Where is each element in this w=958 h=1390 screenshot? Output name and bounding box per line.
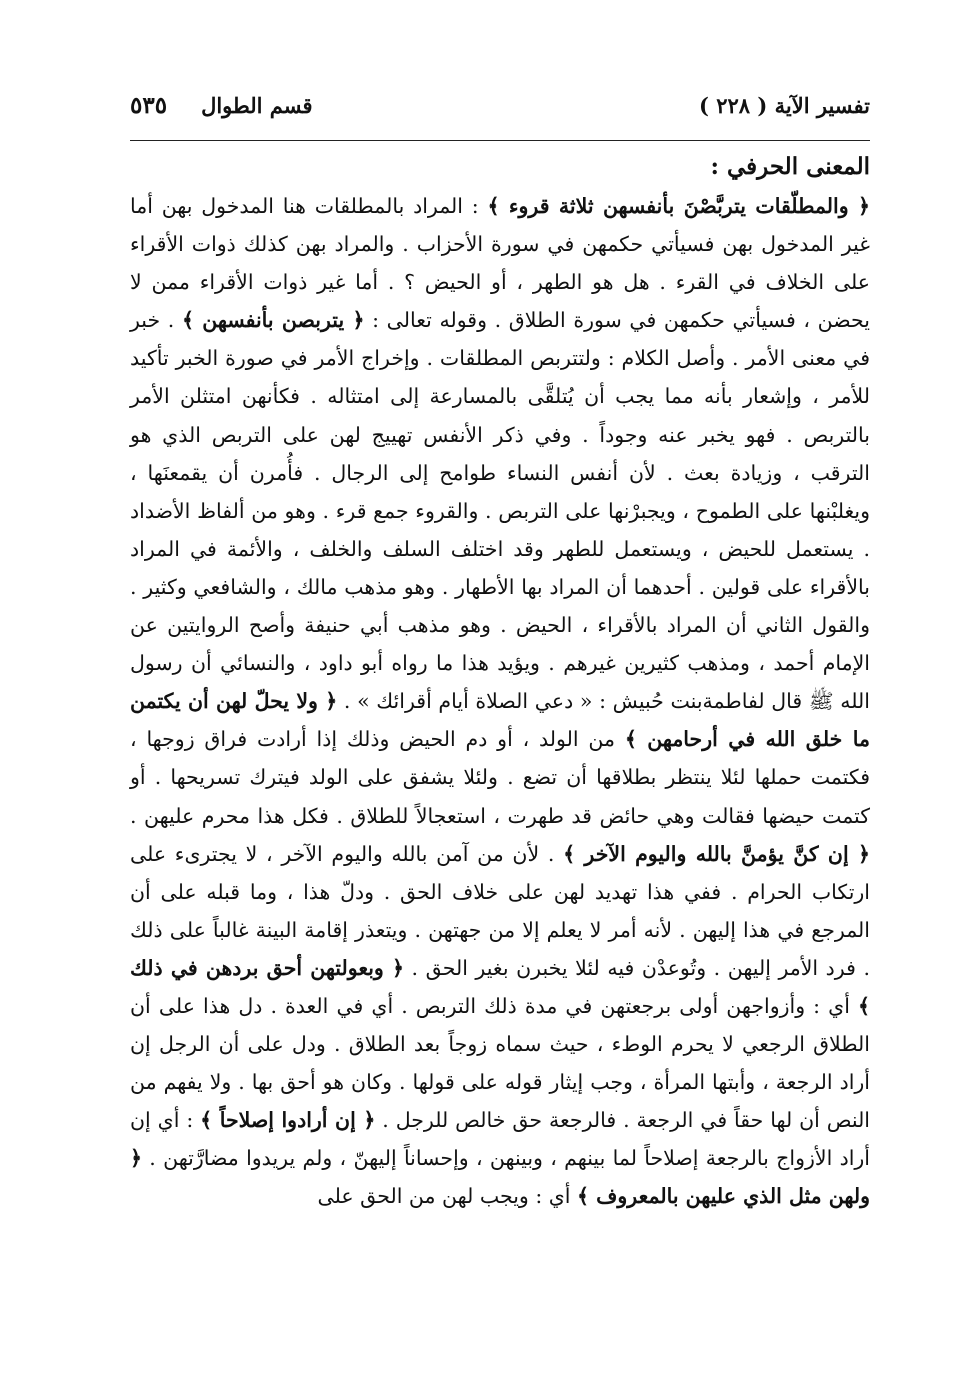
header-rule (130, 140, 870, 141)
running-header (130, 92, 870, 138)
section-name: قسم الطوال (201, 93, 313, 118)
commentary-text: من الولد ، أو دم الحيض وذلك إذا أرادت فراق زوجها ، فكتمت حملها لئلا ينتظر بطلاقها أن تضع . ولئلا يشفق على الولد فيترك تسريحها . أو كتمت حيضها فقالت وهي حائض قد طهرت ، استعجالاً للطلاق . فكل هذا محرم عليهن . (130, 727, 870, 828)
document-page (130, 92, 870, 1216)
section-heading: المعنى الحرفي : (710, 153, 870, 180)
commentary-text: . لأن من آمن بالله واليوم الآخر ، لا يجترىء على ارتكاب الحرام . ففي هذا تهديد لهن على خلاف الحق . ودلّ هذا ، وما قبله على أن المرجع في هذا إليهن . لأنه أمر لا يعلم إلا من جهتهن . ويتعذر إقامة البينة غالباً على ذلك . فرد الأمر إليهن . وتُوعدْن فيه لئلا يخبرن بغير الحق . (130, 841, 870, 980)
quran-quote: ﴿ يتربصن بأنفسهن ﴾ (181, 308, 365, 333)
verse-title: تفسير الآية ( ٢٢٨ ) (698, 93, 870, 118)
commentary-text: : أي إن أراد الأزواج بالرجعة إصلاحاً لما بينهم ، وبينهن ، وإحساناً إليهنّ ، ولم يريدوا مضارَّتهن . (130, 1108, 870, 1171)
quran-quote: ﴿ ولا يحلّ لهن أن يكتمن ما خلق الله في أرحامهن ﴾ (130, 689, 870, 752)
page-number: ٥٣٥ (130, 92, 168, 119)
quran-quote: ﴿ ولهن مثل الذي عليهن بالمعروف ﴾ (130, 1146, 870, 1209)
quran-quote: ﴿ إن أرادوا إصلاحاً ﴾ (200, 1108, 376, 1133)
commentary-text: : المراد بالمطلقات هنا المدخول بهن أما غير المدخول بهن فسيأتي حكمهن في سورة الأحزاب . والمراد بهن كذلك ذوات الأقراء على الخلاف في القرء . هل هو الطهر ، أو الحيض ؟ . أما غير ذوات الأقراء ممن لا يحضن ، فسيأتي حكمهن في سورة الطلاق . وقوله تعالى : (130, 194, 870, 333)
quran-quote: ﴿ إن كنَّ يؤمنَّ بالله واليوم الآخر ﴾ (563, 841, 871, 866)
body-paragraph (130, 187, 870, 1216)
commentary-text: أي : وأزواجهن أولى برجعتهن في مدة ذلك التربص . أي في العدة . دل هذا على أن الطلاق الرجعي لا يحرم الوطء ، حيث سماه زوجاً بعد الطلاق . ودل على أن الرجل إن أراد الرجعة ، وأبتها المرأة ، وجب إيثار قوله على قولها . وكان هو أحق بها . ولا يفهم من النص أن لها حقاً في الرجعة . فالرجعة حق خالص للرجل . (130, 993, 871, 1133)
quran-quote: ﴿ وبعولتهن أحق بردهن في ذلك ﴾ (130, 955, 870, 1018)
commentary-text: . خبر في معنى الأمر . وأصل الكلام : ولتتربص المطلقات . وإخراج الأمر في صورة الخبر تأكيد للأمر ، وإشعار بأنه مما يجب أن يُتلقَّى بالمسارعة إلى امتثاله . فكأنهن امتثلن الأمر بالتربص . فهو يخبر عنه وجوداً . وفي ذكر الأنفس تهييج لهن على التربص الذي هو الترقب ، وزيادة بعث . لأن أنفس النساء طوامح إلى الرجال . فأُمرن أن يقمعنَها ، ويغلبْنها على الطموح ، ويجبرْنها على التربص . والقروء جمع قرء . وهو من ألفاظ الأضداد . يستعمل للحيض ، ويستعمل للطهر وقد اختلف السلف والخلف ، والأئمة في المراد بالأقراء على قولين . أحدهما أن المراد بها الأطهار . وهو مذهب مالك ، والشافعي وكثير . والقول الثاني أن المراد بالأقراء ، الحيض . وهو مذهب أبي حنيفة وأصح الروايتين عن الإمام أحمد ، ومذهب كثيرين غيرهم . ويؤيد هذا ما رواه أبو داود ، والنسائي أن رسول الله ﷺ قال لفاطمةبنت حُبيش : « دعي الصلاة أيام أقرائك » . (130, 308, 870, 714)
quran-quote: ﴿ والمطلّقات يتربَّصْنَ بأنفسهن ثلاثة قروء ﴾ (487, 194, 871, 218)
commentary-text: أي : ويجب لهن من الحق على (317, 1184, 577, 1209)
header-left-group (130, 92, 313, 119)
